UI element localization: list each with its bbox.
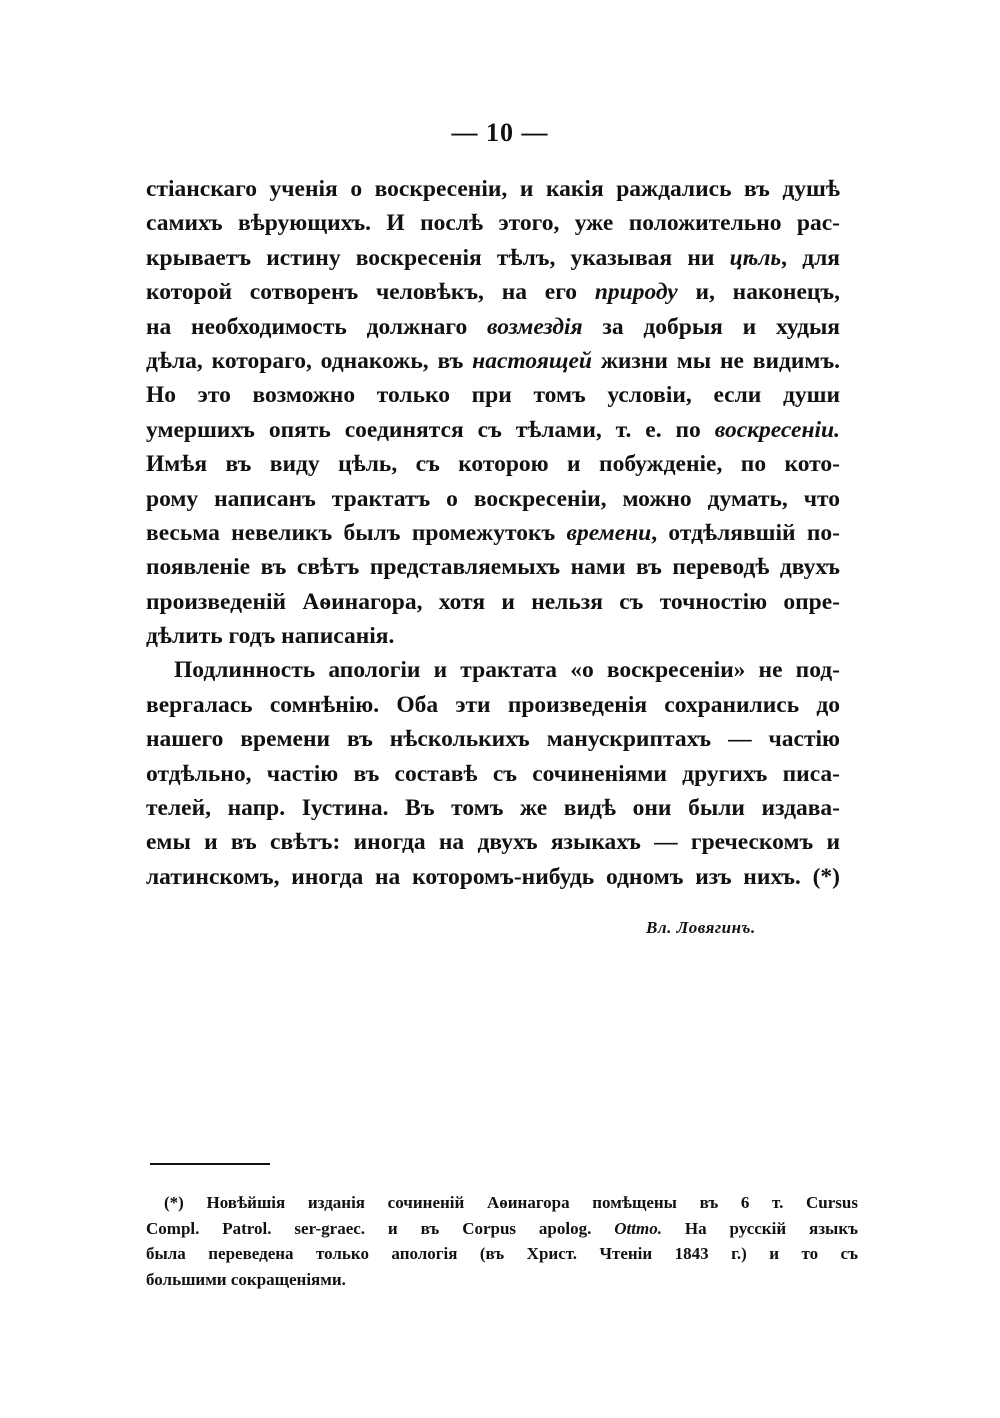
italic-word: возмездія [487,313,583,340]
text-line: нашего времени въ нѣсколькихъ манускриптахъ — частію [146,726,840,753]
italic-word: природу [594,279,678,306]
author-signature: Вл. Ловягинъ. [646,918,756,937]
italic-word: времени [566,519,652,546]
italic-word: Ottmo. [614,1218,662,1238]
footnote-line: Compl. Patrol. ser-graec. и въ Corpus apolog. Ottmo. На русскій языкъ [146,1218,858,1238]
italic-word: цѣль [729,244,782,271]
text-line: появленіе въ свѣтъ представляемыхъ нами въ переводѣ двухъ [146,554,840,581]
footnote [146,1190,858,1292]
text-line: вергалась сомнѣнію. Оба эти произведенія сохранились до [146,691,840,718]
text-line: отдѣльно, частію въ составѣ съ сочиненіями другихъ писа- [146,760,840,787]
text-line: произведеній Аѳинагора, хотя и нельзя съ точностію опре- [146,588,840,615]
text-line: рому написанъ трактатъ о воскресеніи, можно думать, что [146,485,840,512]
text-line: самихъ вѣрующихъ. И послѣ этого, уже положительно рас- [146,210,840,237]
text-line: которой сотворенъ человѣкъ, на его природу и, наконецъ, [146,279,840,306]
footnote-line: большими сокращеніями. [146,1269,346,1289]
text-line: дѣла, котораго, однакожь, въ настоящей жизни мы не видимъ. [146,347,840,374]
text-line: дѣлить годъ написанія. [146,623,395,650]
text-line: крываетъ истину воскресенія тѣлъ, указывая ни цѣль, для [146,244,840,271]
italic-word: воскресеніи. [714,416,840,443]
footnote-divider [150,1163,270,1165]
text-line: латинскомъ, иногда на которомъ-нибудь одномъ изъ нихъ. (*) [146,863,840,890]
text-line: Подлинность апологіи и трактата «о воскресеніи» не под- [174,657,840,684]
text-line: стіанскаго ученія о воскресеніи, и какія раждались въ душѣ [146,176,840,202]
text-line: Имѣя въ виду цѣль, съ которою и побужденіе, по кото- [146,451,840,478]
text-line: на необходимость должнаго возмездія за добрыя и худыя [146,313,840,340]
footnote-line: была переведена только апологія (въ Христ. Чтеніи 1843 г.) и то съ [146,1244,858,1263]
footnote-line: (*) Новѣйшія изданія сочиненій Аѳинагора помѣщены въ 6 т. Cursus [164,1193,858,1212]
main-text [146,172,840,894]
text-line: Но это возможно только при томъ условіи, если души [146,382,840,409]
text-line: телей, напр. Іустина. Въ томъ же видѣ они были издава- [146,795,840,822]
page-number: — 10 — [451,118,549,147]
text-line: умершихъ опять соединятся съ тѣлами, т. е. по воскресеніи. [146,416,840,443]
text-line: весьма невеликъ былъ промежутокъ времени, отдѣлявшій по- [146,519,840,546]
italic-word: настоящей [472,347,592,374]
text-line: емы и въ свѣтъ: иногда на двухъ языкахъ — греческомъ и [146,829,840,856]
